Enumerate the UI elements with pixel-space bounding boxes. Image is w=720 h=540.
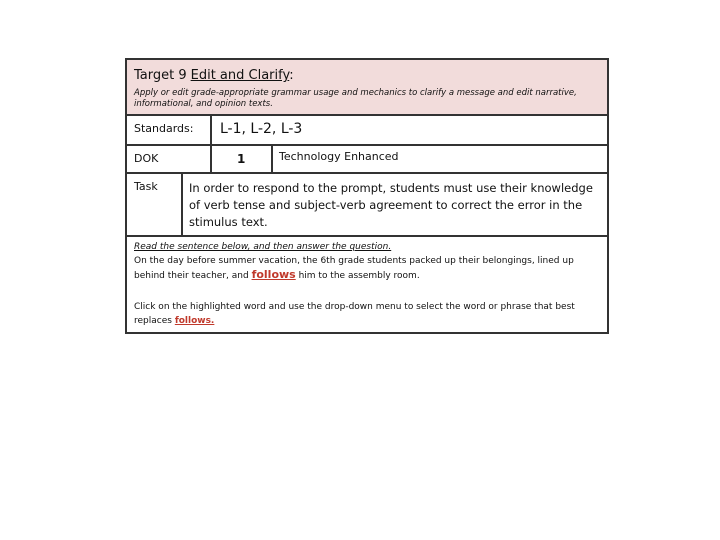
- target-header: [127, 60, 607, 116]
- standards-value: L-1, L-2, L-3: [220, 121, 303, 137]
- task-label: Task: [134, 180, 158, 193]
- standards-divider: [210, 116, 212, 144]
- stimulus-intro: Read the sentence below, and then answer the question.: [134, 242, 392, 252]
- task-row: [127, 174, 607, 237]
- dok-label: DOK: [134, 152, 159, 165]
- task-divider: [181, 174, 183, 235]
- dok-divider-right: [271, 146, 273, 172]
- dok-value: 1: [237, 152, 246, 166]
- target-description: Apply or edit grade-appropriate grammar usage and mechanics to clarify a message and edit narrative, informational, and opinion texts.: [134, 88, 577, 109]
- item-specification-card: [125, 58, 609, 334]
- standards-row: [127, 116, 607, 146]
- dok-divider-left: [210, 146, 212, 172]
- instruction-text: [134, 300, 602, 328]
- target-label: Target 9: [134, 68, 187, 83]
- stimulus-sentence: [134, 254, 602, 283]
- target-title: Edit and Clarify: [190, 68, 290, 83]
- instruction-highlighted-word: follows.: [174, 316, 215, 326]
- stimulus-section: [134, 240, 602, 283]
- highlighted-word-follows[interactable]: follows: [251, 268, 296, 281]
- target-colon: :: [289, 68, 294, 83]
- standards-label: Standards:: [134, 122, 194, 135]
- target-line: [134, 67, 294, 84]
- sentence-after: him to the assembly room.: [295, 271, 420, 281]
- task-text: In order to respond to the prompt, students must use their knowledge of verb tense and subject-verb agreement to correct the error in the stimulus text.: [189, 181, 593, 229]
- item-type-label: Technology Enhanced: [279, 150, 399, 163]
- instruction-before: Click on the highlighted word and use the drop-down menu to select the word or phrase that best replaces: [134, 302, 575, 326]
- dok-row: [127, 146, 607, 174]
- sentence-before: On the day before summer vacation, the 6th grade students packed up their belongings, lined up behind their teacher, and: [134, 256, 574, 281]
